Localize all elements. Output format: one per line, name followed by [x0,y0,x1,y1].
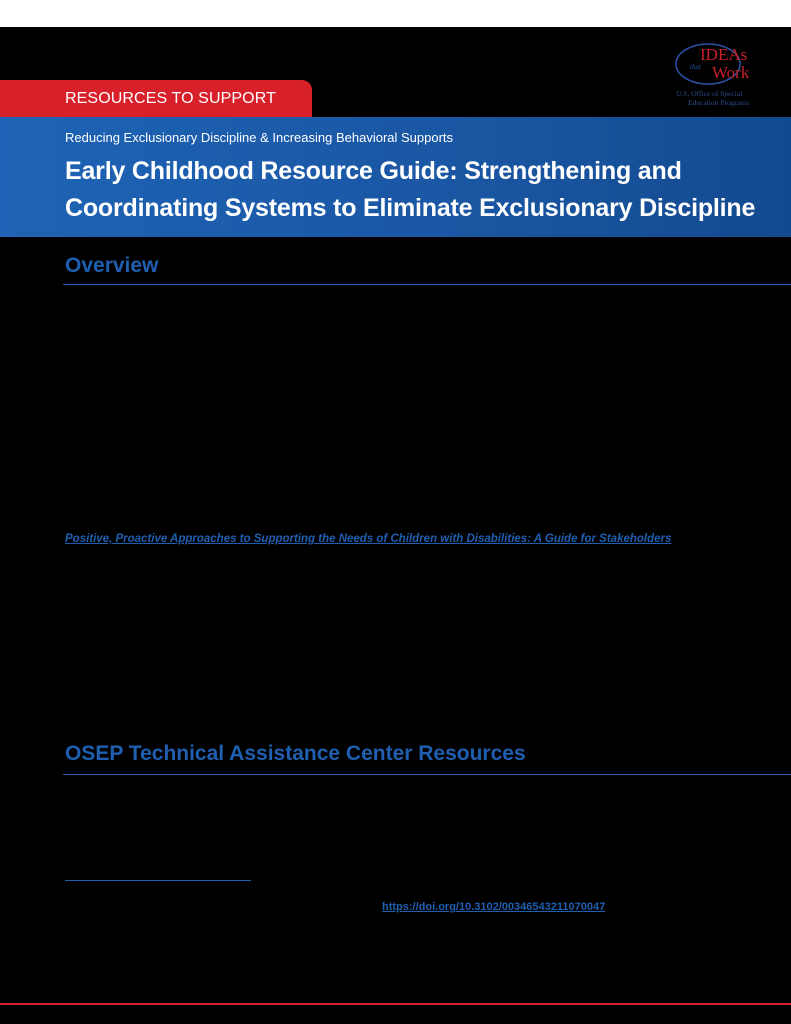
footnote-divider [65,880,251,881]
logo-org-line2: Education Programs [688,98,750,107]
resources-banner [0,80,312,117]
logo-work-text: Work [712,63,750,82]
osep-divider [63,774,791,775]
page-top-margin [0,0,791,27]
logo-org-line1: U.S. Office of Special [676,89,743,98]
banner-label: RESOURCES TO SUPPORT [65,90,276,107]
document-title: Early Childhood Resource Guide: Strengthening and Coordinating Systems to Eliminate Exclusionary Discipline [65,157,756,222]
overview-divider [63,284,791,285]
document-subtitle: Reducing Exclusionary Discipline & Increasing Behavioral Supports [65,130,454,145]
osep-resources-heading: OSEP Technical Assistance Center Resources [65,742,526,765]
logo-that-text: that [690,63,701,71]
doi-link[interactable]: https://doi.org/10.3102/00346543211070047 [382,901,606,913]
stakeholder-guide-link[interactable]: Positive, Proactive Approaches to Supporting the Needs of Children with Disabilities: A Guide for Stakeholders [65,533,672,545]
logo-org-name [676,89,780,107]
page-bottom-rule [0,1003,791,1005]
overview-heading: Overview [65,254,159,277]
logo-ideas-text: IDEAs [700,45,748,64]
